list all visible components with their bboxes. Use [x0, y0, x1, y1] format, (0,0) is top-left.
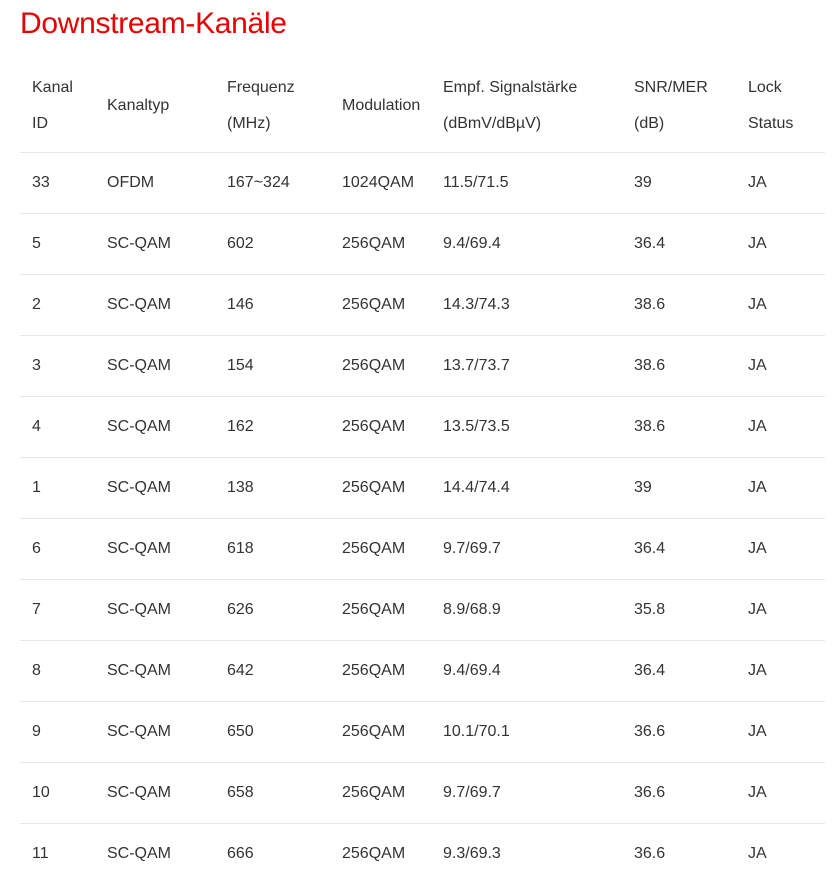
table-header [20, 60, 825, 153]
cell-snr-mer: 36.4 [622, 641, 736, 702]
cell-frequency: 162 [215, 397, 330, 458]
cell-modulation: 256QAM [330, 336, 431, 397]
downstream-channels-table [20, 60, 825, 884]
cell-lock-status: JA [736, 397, 825, 458]
header-channel-type-line1: Kanaltyp [107, 88, 215, 124]
cell-signal-strength: 9.4/69.4 [431, 641, 622, 702]
cell-frequency: 138 [215, 458, 330, 519]
cell-modulation: 256QAM [330, 702, 431, 763]
table-row [20, 275, 825, 336]
cell-snr-mer: 35.8 [622, 580, 736, 641]
cell-signal-strength: 9.4/69.4 [431, 214, 622, 275]
table-row [20, 763, 825, 824]
cell-channel-id: 11 [20, 824, 95, 884]
header-channel-id-line1: Kanal [32, 70, 95, 106]
header-modulation [330, 60, 431, 153]
cell-modulation: 256QAM [330, 641, 431, 702]
cell-modulation: 256QAM [330, 580, 431, 641]
cell-signal-strength: 13.7/73.7 [431, 336, 622, 397]
cell-snr-mer: 36.6 [622, 824, 736, 884]
table-row [20, 580, 825, 641]
cell-signal-strength: 10.1/70.1 [431, 702, 622, 763]
header-signal-strength-line1: Empf. Signalstärke [443, 70, 622, 106]
cell-snr-mer: 36.6 [622, 702, 736, 763]
header-snr-mer-line2: (dB) [634, 106, 736, 142]
cell-signal-strength: 13.5/73.5 [431, 397, 622, 458]
cell-channel-type: SC-QAM [95, 824, 215, 884]
cell-frequency: 626 [215, 580, 330, 641]
cell-snr-mer: 39 [622, 458, 736, 519]
cell-signal-strength: 14.4/74.4 [431, 458, 622, 519]
cell-modulation: 256QAM [330, 214, 431, 275]
cell-modulation: 1024QAM [330, 153, 431, 214]
page-title: Downstream-Kanäle [20, 4, 287, 44]
cell-lock-status: JA [736, 580, 825, 641]
cell-frequency: 642 [215, 641, 330, 702]
cell-channel-type: SC-QAM [95, 275, 215, 336]
table-row [20, 153, 825, 214]
cell-lock-status: JA [736, 275, 825, 336]
cell-channel-type: OFDM [95, 153, 215, 214]
cell-channel-id: 3 [20, 336, 95, 397]
header-frequency [215, 60, 330, 153]
cell-channel-type: SC-QAM [95, 519, 215, 580]
header-signal-strength-line2: (dBmV/dBµV) [443, 106, 622, 142]
table-body [20, 153, 825, 884]
header-snr-mer-line1: SNR/MER [634, 70, 736, 106]
cell-snr-mer: 36.4 [622, 519, 736, 580]
header-modulation-line1: Modulation [342, 88, 431, 124]
cell-signal-strength: 9.7/69.7 [431, 763, 622, 824]
header-lock-status-line2: Status [748, 106, 825, 142]
table-row [20, 702, 825, 763]
header-channel-id [20, 60, 95, 153]
cell-modulation: 256QAM [330, 763, 431, 824]
header-lock-status-line1: Lock [748, 70, 825, 106]
cell-snr-mer: 38.6 [622, 397, 736, 458]
cell-lock-status: JA [736, 702, 825, 763]
cell-lock-status: JA [736, 153, 825, 214]
header-frequency-line2: (MHz) [227, 106, 330, 142]
cell-channel-type: SC-QAM [95, 336, 215, 397]
cell-channel-id: 10 [20, 763, 95, 824]
cell-channel-type: SC-QAM [95, 458, 215, 519]
cell-frequency: 666 [215, 824, 330, 884]
cell-signal-strength: 9.3/69.3 [431, 824, 622, 884]
cell-lock-status: JA [736, 519, 825, 580]
table-row [20, 641, 825, 702]
cell-lock-status: JA [736, 763, 825, 824]
cell-modulation: 256QAM [330, 824, 431, 884]
cell-channel-type: SC-QAM [95, 763, 215, 824]
header-frequency-line1: Frequenz [227, 70, 330, 106]
cell-channel-id: 4 [20, 397, 95, 458]
cell-frequency: 146 [215, 275, 330, 336]
cell-channel-type: SC-QAM [95, 580, 215, 641]
cell-channel-id: 8 [20, 641, 95, 702]
header-channel-type [95, 60, 215, 153]
cell-signal-strength: 9.7/69.7 [431, 519, 622, 580]
cell-signal-strength: 11.5/71.5 [431, 153, 622, 214]
cell-modulation: 256QAM [330, 397, 431, 458]
table-row [20, 214, 825, 275]
table-row [20, 824, 825, 884]
header-channel-id-line2: ID [32, 106, 95, 142]
cell-channel-type: SC-QAM [95, 702, 215, 763]
cell-snr-mer: 39 [622, 153, 736, 214]
cell-frequency: 650 [215, 702, 330, 763]
cell-snr-mer: 36.4 [622, 214, 736, 275]
cell-channel-id: 33 [20, 153, 95, 214]
cell-lock-status: JA [736, 824, 825, 884]
cell-frequency: 618 [215, 519, 330, 580]
cell-channel-id: 2 [20, 275, 95, 336]
header-row [20, 60, 825, 153]
cell-channel-id: 6 [20, 519, 95, 580]
cell-modulation: 256QAM [330, 275, 431, 336]
cell-frequency: 658 [215, 763, 330, 824]
cell-snr-mer: 38.6 [622, 275, 736, 336]
cell-lock-status: JA [736, 214, 825, 275]
cell-lock-status: JA [736, 458, 825, 519]
table-row [20, 519, 825, 580]
cell-frequency: 167~324 [215, 153, 330, 214]
header-signal-strength [431, 60, 622, 153]
header-lock-status [736, 60, 825, 153]
cell-frequency: 154 [215, 336, 330, 397]
table-row [20, 458, 825, 519]
header-snr-mer [622, 60, 736, 153]
table-row [20, 336, 825, 397]
cell-channel-type: SC-QAM [95, 641, 215, 702]
cell-modulation: 256QAM [330, 519, 431, 580]
cell-channel-id: 7 [20, 580, 95, 641]
cell-channel-id: 1 [20, 458, 95, 519]
cell-frequency: 602 [215, 214, 330, 275]
cell-channel-id: 9 [20, 702, 95, 763]
table-row [20, 397, 825, 458]
cell-snr-mer: 36.6 [622, 763, 736, 824]
cell-lock-status: JA [736, 336, 825, 397]
cell-lock-status: JA [736, 641, 825, 702]
cell-channel-id: 5 [20, 214, 95, 275]
cell-channel-type: SC-QAM [95, 397, 215, 458]
cell-channel-type: SC-QAM [95, 214, 215, 275]
cell-modulation: 256QAM [330, 458, 431, 519]
cell-snr-mer: 38.6 [622, 336, 736, 397]
cell-signal-strength: 14.3/74.3 [431, 275, 622, 336]
cell-signal-strength: 8.9/68.9 [431, 580, 622, 641]
